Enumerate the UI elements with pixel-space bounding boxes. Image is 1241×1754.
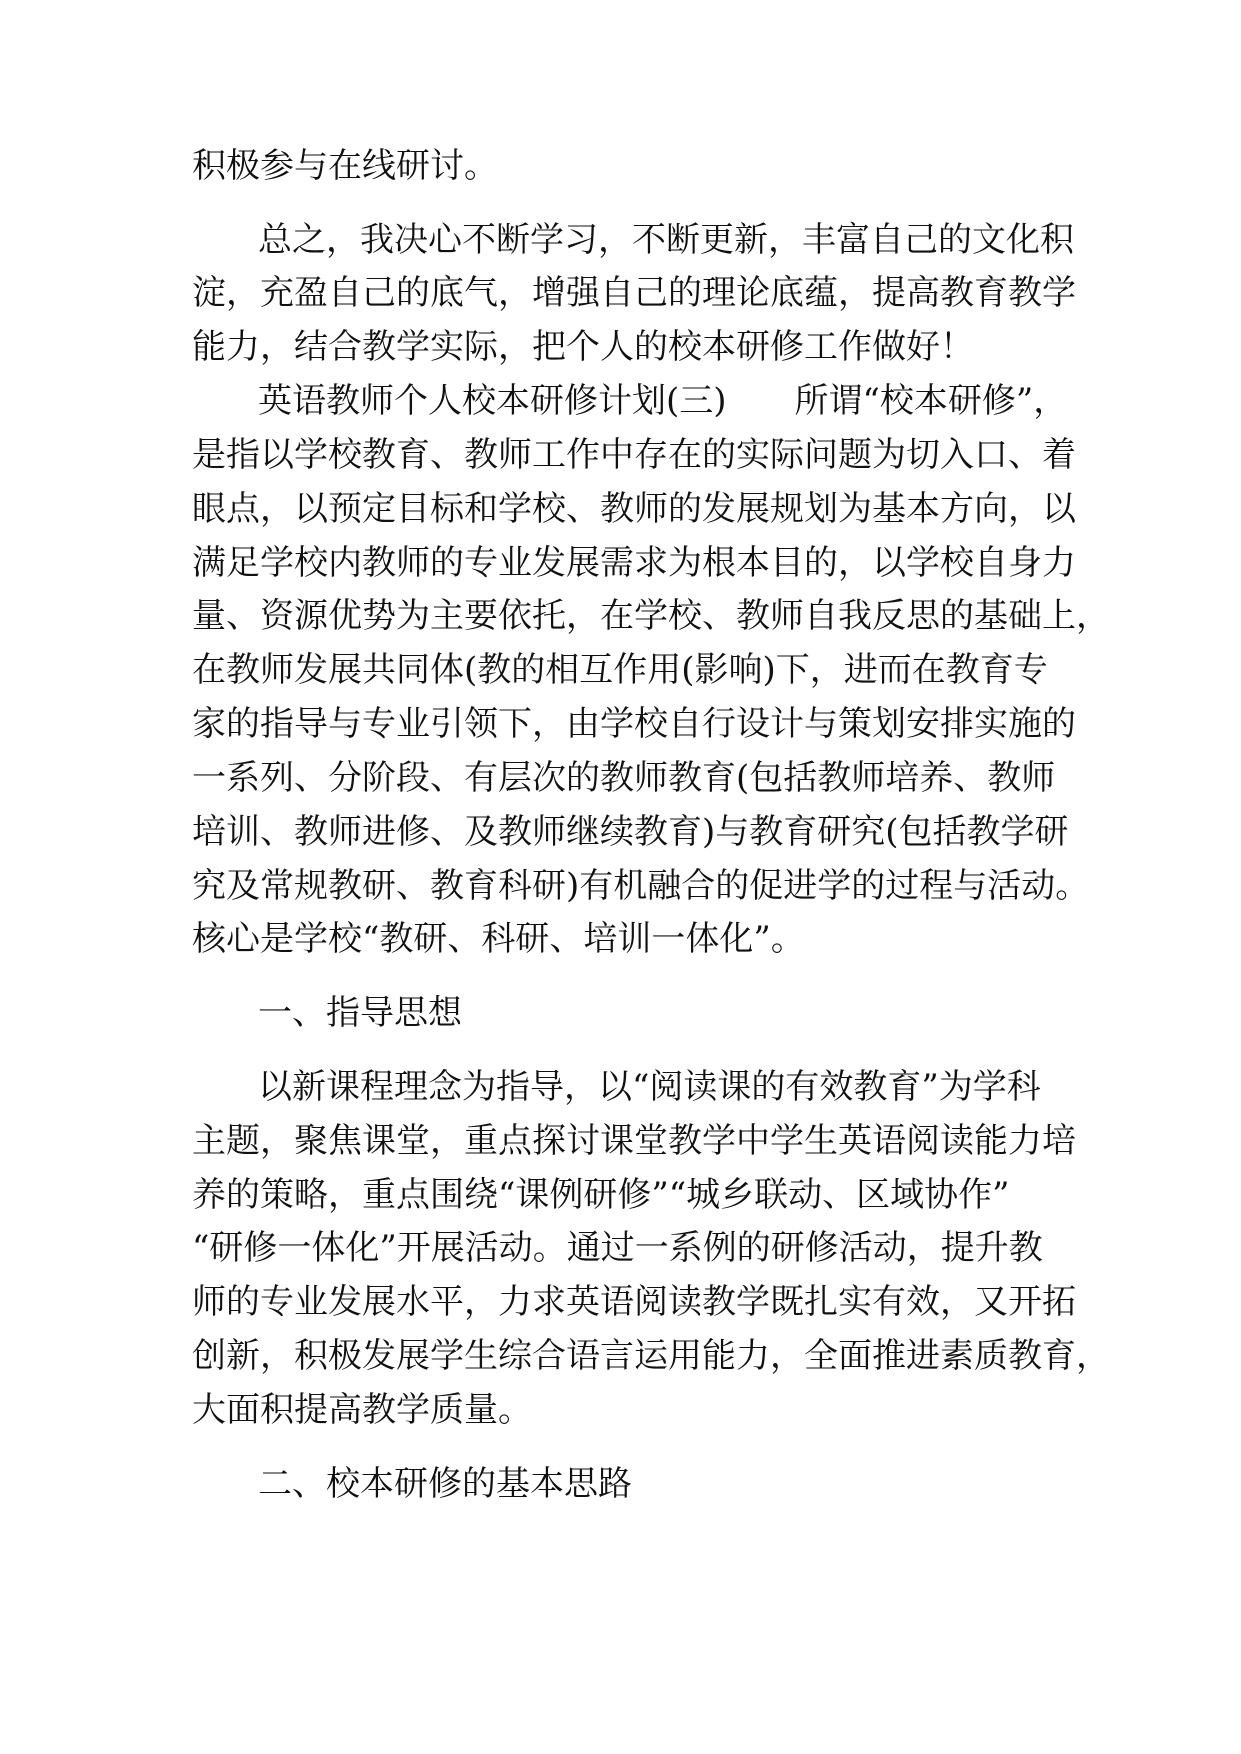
text-line: 究及常规教研、教育科研)有机融合的促进学的过程与活动。 (192, 866, 1090, 906)
text-line: 一系列、分阶段、有层次的教师教育(包括教师培养、教师 (192, 758, 1056, 798)
text-line: 眼点，以预定目标和学校、教师的发展规划为基本方向，以 (192, 489, 1076, 529)
text-line: 是指以学校教育、教师工作中存在的实际问题为切入口、着 (192, 435, 1076, 475)
text-line: 满足学校内教师的专业发展需求为根本目的，以学校自身力 (192, 543, 1076, 583)
text-line: 能力，结合教学实际，把个人的校本研修工作做好！ (192, 327, 974, 367)
text-line: 主题，聚焦课堂，重点探讨课堂教学中学生英语阅读能力培 (192, 1121, 1076, 1161)
paragraph-first-line: 总之，我决心不断学习，不断更新，丰富自己的文化积 (258, 220, 1074, 260)
heading-guiding-ideology: 一、指导思想 (258, 993, 462, 1033)
heading-basic-approach: 二、校本研修的基本思路 (258, 1464, 632, 1504)
text-line: “研修一体化”开展活动。通过一系例的研修活动，提升教 (192, 1228, 1043, 1268)
text-line: 培训、教师进修、及教师继续教育)与教育研究(包括教学研 (192, 812, 1069, 852)
text-line: 师的专业发展水平，力求英语阅读教学既扎实有效，又开拓 (192, 1282, 1076, 1322)
text-line: 量、资源优势为主要依托，在学校、教师自我反思的基础上， (192, 596, 1110, 636)
section-title-line: 英语教师个人校本研修计划(三) 所谓“校本研修”， (258, 381, 1068, 421)
text-line: 核心是学校“教研、科研、培训一体化”。 (192, 919, 805, 959)
text-line: 创新，积极发展学生综合语言运用能力，全面推进素质教育， (192, 1336, 1110, 1376)
text-line: 淀，充盈自己的底气，增强自己的理论底蕴，提高教育教学 (192, 273, 1076, 313)
text-line: 家的指导与专业引领下，由学校自行设计与策划安排实施的 (192, 704, 1076, 744)
text-line: 积极参与在线研讨。 (192, 146, 498, 186)
text-line: 在教师发展共同体(教的相互作用(影响)下，进而在教育专 (192, 650, 1048, 690)
text-line: 养的策略，重点围绕“课例研修”“城乡联动、区域协作” (192, 1175, 1010, 1215)
paragraph-first-line: 以新课程理念为指导，以“阅读课的有效教育”为学科 (258, 1067, 1041, 1107)
text-line: 大面积提高教学质量。 (192, 1390, 532, 1430)
